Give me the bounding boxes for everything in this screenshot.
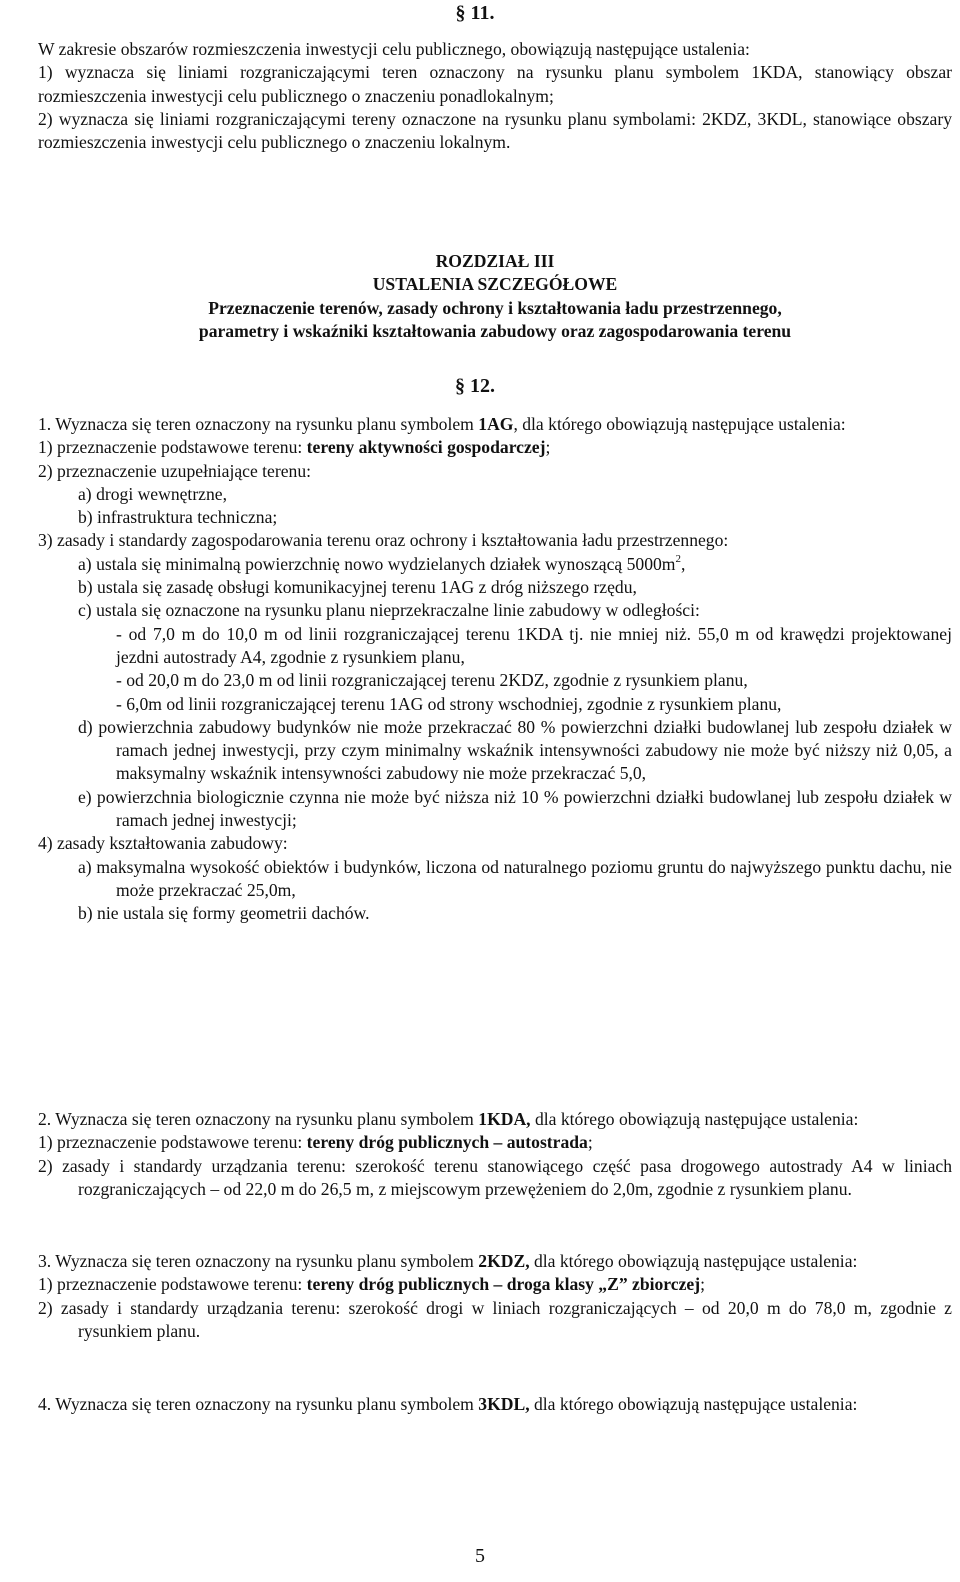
point-1-item-4: 4) zasady kształtowania zabudowy: <box>38 833 288 854</box>
point-1-item-4b: b) nie ustala się formy geometrii dachów. <box>78 903 370 924</box>
point-1-item-1: 1) przeznaczenie podstawowe terenu: tereny aktywności gospodarczej; <box>38 437 551 458</box>
chapter-description-line-1: Przeznaczenie terenów, zasady ochrony i kształtowania ładu przestrzennego, <box>208 297 782 318</box>
point-1-item-2: 2) przeznaczenie uzupełniające terenu: <box>38 460 312 481</box>
section-12-heading: § 12. <box>455 375 495 397</box>
point-3-item-2: 2) zasady i standardy urządzania terenu: szerokość drogi w liniach rozgraniczających – od 20,0 m do 78,0 m, zgodnie z rysunkiem planu. <box>38 1297 952 1341</box>
chapter-description-line-2: parametry i wskaźniki kształtowania zabudowy oraz zagospodarowania terenu <box>198 320 792 341</box>
point-1-item-2a: a) drogi wewnętrzne, <box>78 483 227 504</box>
point-3-item-1: 1) przeznaczenie podstawowe terenu: tereny dróg publicznych – droga klasy „Z” zbiorczej; <box>38 1274 705 1295</box>
section-11-item-2: 2) wyznacza się liniami rozgraniczającymi tereny oznaczone na rysunku planu symbolami: 2KDZ, 3KDL, stanowiące obszary rozmieszczenia inwestycji celu publicznego o znaczeniu lokalnym. <box>38 108 952 153</box>
chapter-title: ROZDZIAŁ III <box>435 251 555 271</box>
section-11-heading: § 11. <box>455 2 495 24</box>
point-1-item-3c-3: - 6,0m od linii rozgraniczającej terenu 1AG od strony wschodniej, zgodnie z rysunkiem planu, <box>116 693 782 714</box>
point-1-item-3: 3) zasady i standardy zagospodarowania terenu oraz ochrony i kształtowania ładu przestrzennego: <box>38 530 729 551</box>
point-2-intro: 2. Wyznacza się teren oznaczony na rysunku planu symbolem 1KDA, dla którego obowiązują następujące ustalenia: <box>38 1109 859 1129</box>
point-1-item-2b: b) infrastruktura techniczna; <box>78 507 278 528</box>
page-number: 5 <box>475 1545 485 1567</box>
point-1-item-3d: d) powierzchnia zabudowy budynków nie może przekraczać 80 % powierzchni działki budowlanej lub zespołu działek w ramach jednej inwestycji, przy czym minimalny wskaźnik intensywności zabudowy nie może być niższy niż 0,05, a maksymalny wskaźnik intensywności zabudowy nie może przekraczać 5,0, <box>78 716 952 784</box>
point-1-item-3c-1: - od 7,0 m do 10,0 m od linii rozgraniczającej terenu 1KDA tj. nie mniej niż. 55,0 m od krawędzi projektowanej jezdni autostrady A4, zgodnie z rysunkiem planu, <box>116 623 952 667</box>
point-1-item-3b: b) ustala się zasadę obsługi komunikacyjnej terenu 1AG z dróg niższego rzędu, <box>78 577 637 598</box>
symbol-3kdl: 3KDL, <box>478 1394 530 1414</box>
section-11-item-1: 1) wyznacza się liniami rozgraniczającymi teren oznaczony na rysunku planu symbolem 1KDA, stanowiący obszar rozmieszczenia inwestycji celu publicznego o znaczeniu ponadlokalnym; <box>38 62 952 106</box>
point-1-item-3c: c) ustala się oznaczone na rysunku planu nieprzekraczalne linie zabudowy w odległości: <box>78 600 700 621</box>
symbol-1ag: 1AG <box>478 414 514 434</box>
point-1-intro: 1. Wyznacza się teren oznaczony na rysunku planu symbolem 1AG, dla którego obowiązują następujące ustalenia: <box>38 414 846 434</box>
point-1-item-3a: a) ustala się minimalną powierzchnię nowo wydzielanych działek wynoszącą $5000m^2$, <box>78 552 686 574</box>
symbol-1kda: 1KDA, <box>478 1109 531 1129</box>
point-1-item-3e: e) powierzchnia biologicznie czynna nie może być niższa niż 10 % powierzchni działki budowlanej lub zespołu działek w ramach jednej inwestycji; <box>78 786 952 831</box>
point-1-item-3c-2: - od 20,0 m do 23,0 m od linii rozgraniczającej terenu 2KDZ, zgodnie z rysunkiem planu, <box>116 670 748 691</box>
point-2-item-2: 2) zasady i standardy urządzania terenu: szerokość terenu stanowiącego część pasa drogowego autostrady A4 w liniach rozgraniczających – od 22,0 m do 26,5 m, z miejscowym przewężeniem do 2,0m, zgodnie z rysunkiem planu. <box>38 1155 952 1199</box>
point-2-item-1: 1) przeznaczenie podstawowe terenu: tereny dróg publicznych – autostrada; <box>38 1132 593 1153</box>
point-1-item-4a: a) maksymalna wysokość obiektów i budynków, liczona od naturalnego poziomu gruntu do najwyższego punktu dachu, nie może przekraczać 25,0m, <box>78 856 952 900</box>
document-page <box>38 0 952 1582</box>
symbol-2kdz: 2KDZ, <box>478 1251 530 1271</box>
point-3-intro: 3. Wyznacza się teren oznaczony na rysunku planu symbolem 2KDZ, dla którego obowiązują następujące ustalenia: <box>38 1251 858 1271</box>
section-11-intro: W zakresie obszarów rozmieszczenia inwestycji celu publicznego, obowiązują następujące ustalenia: <box>38 39 750 59</box>
point-4-intro: 4. Wyznacza się teren oznaczony na rysunku planu symbolem 3KDL, dla którego obowiązują następujące ustalenia: <box>38 1394 858 1414</box>
section-11-body <box>38 38 952 154</box>
chapter-heading <box>38 250 952 343</box>
chapter-subtitle: USTALENIA SZCZEGÓŁOWE <box>372 274 618 295</box>
